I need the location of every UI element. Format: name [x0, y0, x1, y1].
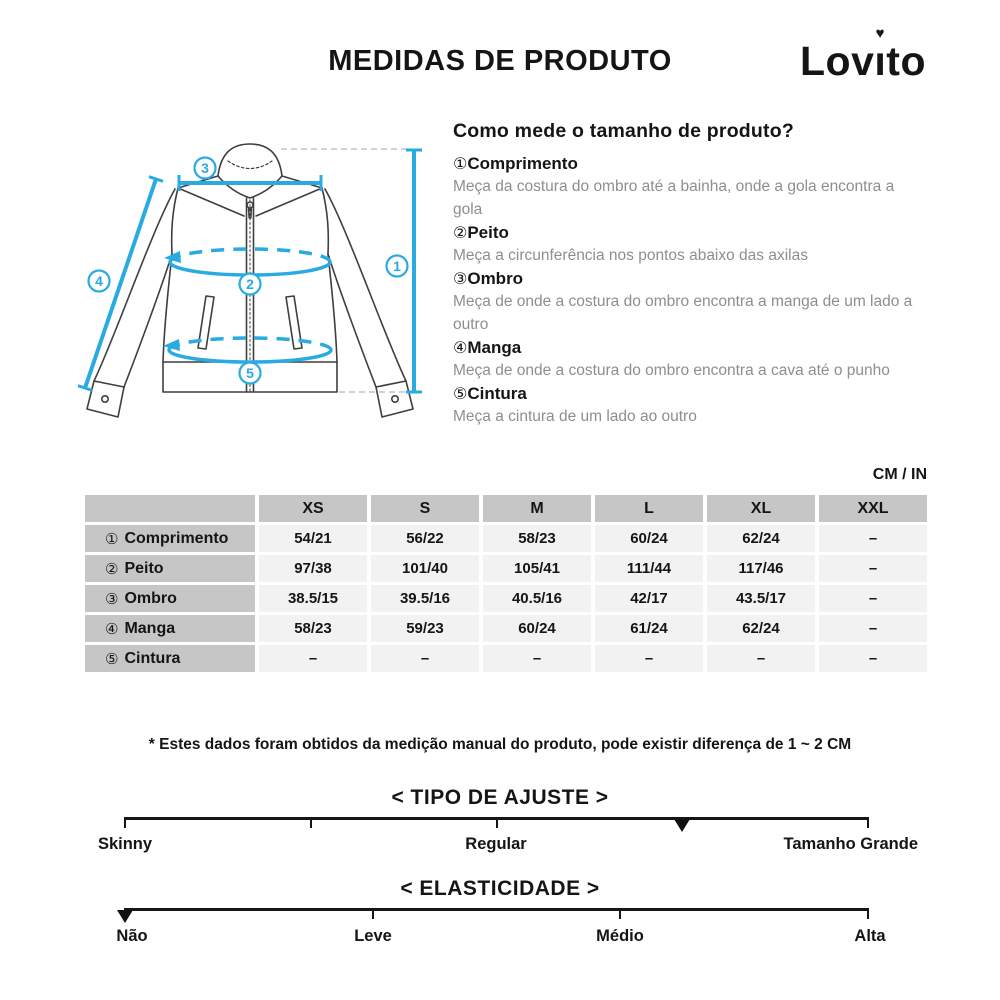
- waist-measure-ellipse: [169, 350, 331, 362]
- measurement-badges: [89, 158, 408, 384]
- guide-desc-peito: Meça a circunferência nos pontos abaixo das axilas: [453, 247, 808, 264]
- jacket-diagram: [60, 130, 440, 450]
- table-cell: –: [819, 585, 927, 612]
- table-cell: –: [819, 645, 927, 672]
- fit-label-regular: Regular: [465, 835, 527, 853]
- slider-tick: [124, 817, 126, 828]
- slider-tick: [496, 817, 498, 828]
- guide-desc-manga: Meça de onde a costura do ombro encontra a cava até o punho: [453, 362, 890, 379]
- stretch-label-alta: Alta: [854, 927, 886, 945]
- fit-slider-title: < TIPO DE AJUSTE >: [391, 786, 609, 809]
- guide-term-peito: ②Peito: [453, 223, 509, 242]
- guide-term-manga: ④Manga: [453, 338, 522, 357]
- fit-label-skinny: Skinny: [97, 835, 153, 853]
- badge-3: 3: [201, 160, 209, 176]
- brand-logo-prefix: Lov: [799, 38, 875, 84]
- table-cell: –: [259, 645, 367, 672]
- table-cell: 105/41: [483, 555, 591, 582]
- table-cell: –: [483, 645, 591, 672]
- table-cell: 60/24: [595, 525, 703, 552]
- badge-4: 4: [95, 273, 103, 289]
- table-cell: –: [595, 645, 703, 672]
- table-cell: 43.5/17: [707, 585, 815, 612]
- guide-section: [453, 120, 923, 428]
- table-cell: 54/21: [259, 525, 367, 552]
- brand-logo-i: ı ♥: [874, 25, 887, 84]
- table-cell: 60/24: [483, 615, 591, 642]
- slider-marker-icon: [674, 819, 690, 832]
- stretch-slider-track: [125, 908, 868, 911]
- badge-1: 1: [393, 258, 401, 274]
- slider-tick: [310, 817, 312, 828]
- table-cell: –: [819, 525, 927, 552]
- measurement-disclaimer: * Estes dados foram obtidos da medição manual do produto, pode existir diferença de 1 ~ 2 CM: [148, 736, 852, 753]
- guide-heading: Como mede o tamanho de produto?: [453, 120, 794, 142]
- table-corner-cell: [85, 495, 255, 522]
- table-cell: 56/22: [371, 525, 479, 552]
- size-table: [85, 495, 927, 672]
- table-cell: –: [819, 615, 927, 642]
- fit-label-tamanho-grande: Tamanho Grande: [783, 835, 918, 853]
- table-cell: 40.5/16: [483, 585, 591, 612]
- table-cell: 59/23: [371, 615, 479, 642]
- stretch-label-nao: Não: [116, 927, 148, 945]
- table-cell: 97/38: [259, 555, 367, 582]
- stretch-label-medio: Médio: [596, 927, 644, 945]
- table-cell: 61/24: [595, 615, 703, 642]
- table-cell: 111/44: [595, 555, 703, 582]
- stretch-slider-title: < ELASTICIDADE >: [400, 877, 600, 900]
- guide-term-cintura: ⑤Cintura: [453, 384, 527, 403]
- brand-logo-suffix: to: [886, 38, 926, 84]
- waist-arrow-icon: [163, 339, 180, 351]
- column-header-xxl: XXL: [819, 495, 927, 522]
- table-cell: –: [371, 645, 479, 672]
- brand-logo: [799, 25, 926, 85]
- table-cell: 101/40: [371, 555, 479, 582]
- table-cell: 62/24: [707, 525, 815, 552]
- slider-tick: [619, 908, 621, 919]
- stretch-label-leve: Leve: [354, 927, 392, 945]
- table-cell: 58/23: [259, 615, 367, 642]
- table-cell: –: [707, 645, 815, 672]
- guide-desc-ombro: Meça de onde a costura do ombro encontra a manga de um lado a outro: [453, 293, 913, 333]
- page-title: MEDIDAS DE PRODUTO: [328, 45, 672, 77]
- row-label-ombro: ③ Ombro: [85, 585, 255, 612]
- fit-slider-track: [125, 817, 868, 820]
- table-cell: 117/46: [707, 555, 815, 582]
- badge-2: 2: [246, 276, 254, 292]
- units-label: CM / IN: [872, 466, 927, 483]
- table-cell: –: [819, 555, 927, 582]
- slider-marker-icon: [117, 910, 133, 923]
- row-label-cintura: ⑤ Cintura: [85, 645, 255, 672]
- badge-5: 5: [246, 365, 254, 381]
- guide-desc-comprimento: Meça da costura do ombro até a bainha, onde a gola encontra a gola: [453, 178, 895, 218]
- column-header-xs: XS: [259, 495, 367, 522]
- slider-tick: [867, 908, 869, 919]
- row-label-peito: ② Peito: [85, 555, 255, 582]
- slider-tick: [867, 817, 869, 828]
- guide-term-comprimento: ①Comprimento: [453, 154, 578, 173]
- table-cell: 62/24: [707, 615, 815, 642]
- table-cell: 38.5/15: [259, 585, 367, 612]
- heart-icon: ♥: [875, 25, 886, 42]
- guide-term-ombro: ③Ombro: [453, 269, 524, 288]
- column-header-l: L: [595, 495, 703, 522]
- guide-desc-cintura: Meça a cintura de um lado ao outro: [453, 408, 697, 425]
- table-cell: 58/23: [483, 525, 591, 552]
- table-cell: 39.5/16: [371, 585, 479, 612]
- table-cell: 42/17: [595, 585, 703, 612]
- measurement-lines: [78, 150, 422, 392]
- slider-tick: [372, 908, 374, 919]
- row-label-comprimento: ① Comprimento: [85, 525, 255, 552]
- column-header-s: S: [371, 495, 479, 522]
- column-header-m: M: [483, 495, 591, 522]
- row-label-manga: ④ Manga: [85, 615, 255, 642]
- column-header-xl: XL: [707, 495, 815, 522]
